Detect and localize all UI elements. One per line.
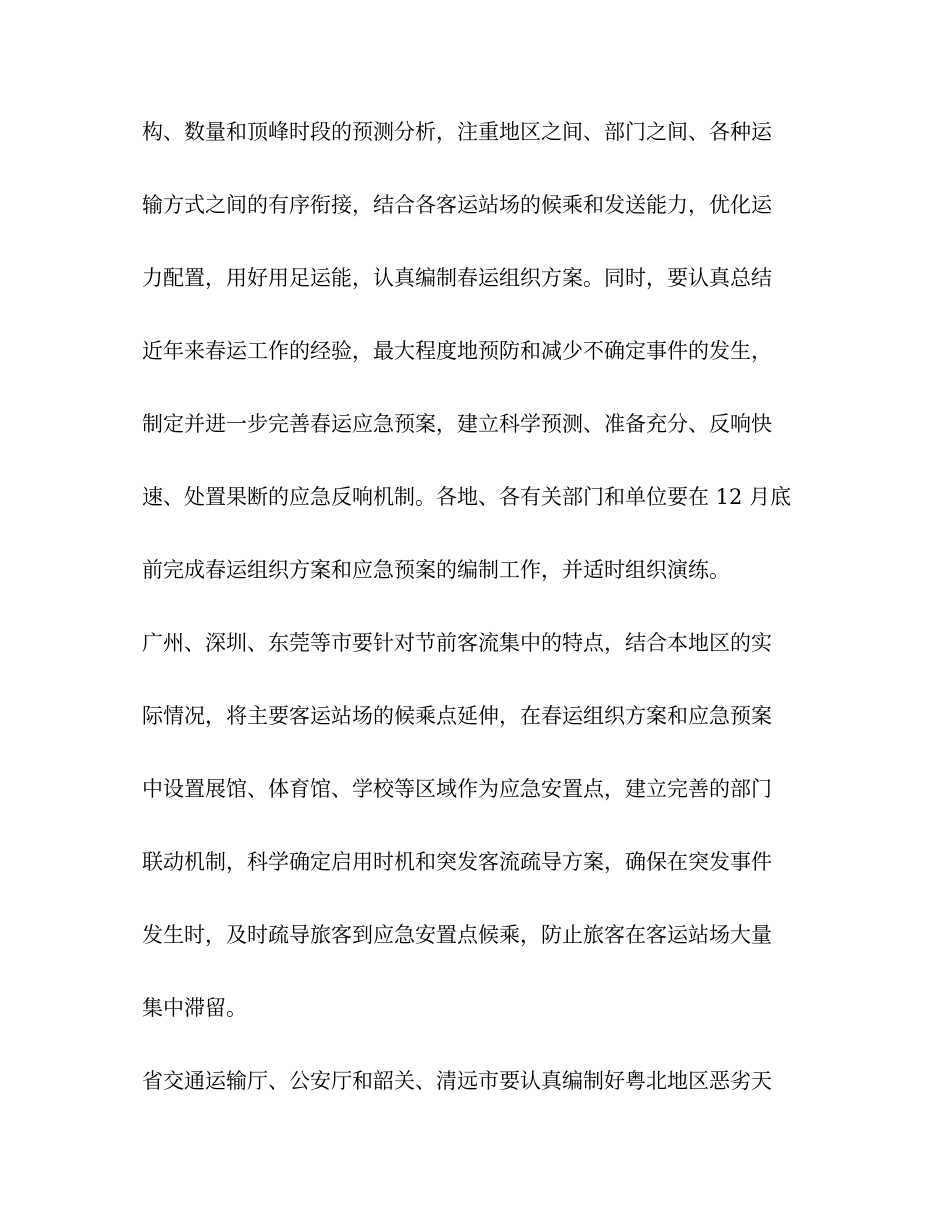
text-line: 前完成春运组织方案和应急预案的编制工作，并适时组织演练。 — [142, 558, 730, 582]
text-line: 制定并进一步完善春运应急预案，建立科学预测、准备充分、反响快 — [142, 412, 772, 436]
text-line: 中设置展馆、体育馆、学校等区域作为应急安置点，建立完善的部门 — [142, 777, 772, 801]
text-line: 近年来春运工作的经验，最大程度地预防和减少不确定事件的发生， — [142, 339, 772, 363]
text-line: 输方式之间的有序衔接，结合各客运站场的候乘和发送能力，优化运 — [142, 193, 772, 217]
text-line: 发生时，及时疏导旅客到应急安置点候乘，防止旅客在客运站场大量 — [142, 923, 772, 947]
text-line: 构、数量和顶峰时段的预测分析，注重地区之间、部门之间、各种运 — [142, 120, 772, 144]
text-line: 速、处置果断的应急反响机制。各地、各有关部门和单位要在 12 月底 — [142, 485, 792, 509]
text-line: 广州、深圳、东莞等市要针对节前客流集中的特点，结合本地区的实 — [142, 631, 772, 655]
document-body — [142, 122, 812, 1144]
text-line: 联动机制，科学确定启用时机和突发客流疏导方案，确保在突发事件 — [142, 850, 772, 874]
text-line: 力配置，用好用足运能，认真编制春运组织方案。同时，要认真总结 — [142, 266, 772, 290]
text-line: 集中滞留。 — [142, 996, 247, 1020]
text-line: 省交通运输厅、公安厅和韶关、清远市要认真编制好粤北地区恶劣天 — [142, 1069, 772, 1093]
text-line: 际情况，将主要客运站场的候乘点延伸，在春运组织方案和应急预案 — [142, 704, 772, 728]
